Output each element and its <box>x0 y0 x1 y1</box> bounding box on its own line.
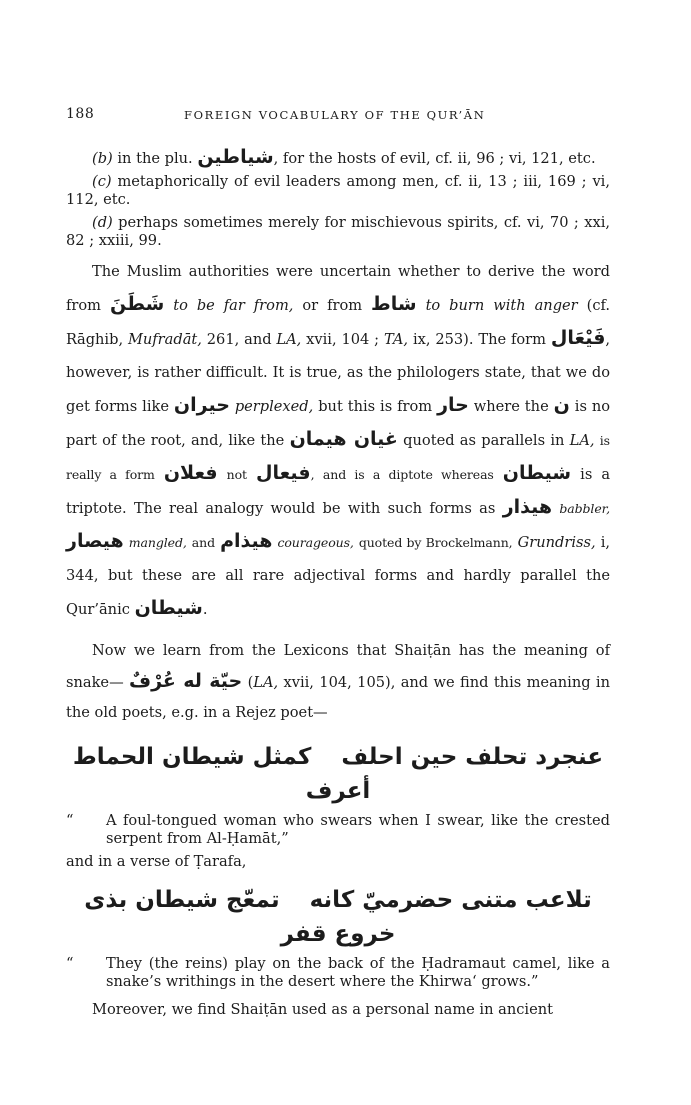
page-body <box>66 148 610 1019</box>
running-title: FOREIGN VOCABULARY OF THE QUR’ĀN <box>184 108 486 122</box>
list-item-b: (b) in the plu. شياطين, for the hosts of evil, cf. ii, 96 ; vi, 121, etc. <box>92 146 596 168</box>
paragraph-etymology: The Muslim authorities were uncertain whether to derive the word from شَطَنَ to be far from, or from شاط to burn with anger (cf. Rāghib, Mufradāt, 261, and LA, xvii, 104 ; TA, ix, 253). The form فَيْعَال, however, is rather difficult. It is true, as the philologers state, that we do get forms like حيران perplexed, but this is from حار where the ن is no part of the root, and, like the غيان هيمان quoted as parallels in LA, is really a form فعلان not فيعال, and is a diptote whereas شيطان is a triptote. The real analogy would be with such forms as هيذار babbler, هيصار mangled, and هيذام courageous, quoted by Brockelmann, Grundriss, i, 344, but these are all rare adjectival forms and hardly parallel the Qur’ānic شيطان. <box>66 263 611 619</box>
list-label: (d) <box>92 214 113 231</box>
arabic-word: شياطين <box>197 146 274 168</box>
verse-translation-2: “ They (the reins) play on the back of the Ḥadramaut camel, like a snake’s writhings in the desert where the Khirwa‘ grows.” <box>66 955 610 990</box>
page-header <box>66 106 610 128</box>
list-item-c: (c) metaphorically of evil leaders among men, cf. ii, 13 ; iii, 169 ; vi, 112, etc. <box>66 173 610 208</box>
list-item-d: (d) perhaps sometimes merely for mischievous spirits, cf. vi, 70 ; xxi, 82 ; xxiii, 99. <box>66 214 611 249</box>
connector-text: and in a verse of Ṭarafa, <box>66 853 247 870</box>
list-label: (b) <box>92 150 113 167</box>
paragraph-snake: Now we learn from the Lexicons that Shaiṭān has the meaning of snake— حيّة له عُرْفٌ (LA, xvii, 104, 105), and we find this meaning in the old poets, e.g. in a Rejez poet— <box>66 642 610 721</box>
paragraph-personal-name: Moreover, we find Shaiṭān used as a personal name in ancient <box>92 1001 553 1018</box>
verse-translation-1: “ A foul-tongued woman who swears when I swear, like the crested serpent from Al-Ḥamāt,” <box>66 812 610 847</box>
arabic-verse-tarafa: تلاعب متنى حضرميّ كانهتمعّج شيطان بذى خروع قفر <box>84 887 592 947</box>
page-number: 188 <box>66 106 95 122</box>
arabic-verse-rejez: عنجرد تحلف حين احلفكمثل شيطان الحماط أعرف <box>72 744 604 804</box>
list-label: (c) <box>92 173 112 190</box>
